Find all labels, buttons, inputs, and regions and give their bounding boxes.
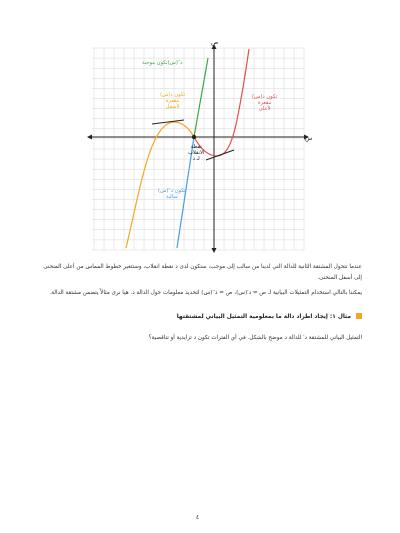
red-label	[252, 94, 277, 113]
blue-label-line-2: سالبة	[165, 194, 178, 201]
orange-label	[160, 92, 185, 111]
red-label-line-1: تكون د(س)	[252, 94, 278, 100]
page-number: ٤	[196, 514, 200, 521]
blue-label-line-1: تكون د′′(س)	[158, 188, 186, 194]
inflection-label	[188, 144, 204, 163]
inflection-label-line-2: الانقلاب	[188, 150, 205, 157]
example-title: مثال ١: إيجاد اطراد دالة ما بمعلومية التمثيل البياني لمشتقتها	[176, 314, 351, 320]
example-question: التمثيل البياني للمشتقة د′ للدالة د موضح بالشكل. في أي الفترات تكون د تزايدية أو تناقصية؟	[148, 335, 362, 341]
x-axis-label: س	[305, 135, 313, 142]
inflection-label-line-3: لـ د	[192, 156, 200, 163]
green-label: د′′(س)تكون موجبة	[142, 60, 183, 66]
inflection-label-line-1: نقطة	[190, 144, 202, 150]
derivative-graph-figure	[84, 40, 316, 256]
red-label-line-3: لأعلى	[258, 106, 271, 113]
example-heading	[40, 313, 362, 320]
orange-square-icon	[356, 313, 362, 319]
red-curve	[194, 49, 249, 156]
red-label-line-2: مقعرة	[257, 100, 272, 107]
orange-label-line-1: تكون د(س)	[160, 92, 186, 98]
blue-label	[158, 188, 186, 200]
y-axis-label: ص	[211, 39, 219, 46]
paragraph-graphs: يمكننا بالتالي استخدام التمثيلات البيانية لـ ص = د′(س)، ص = د′′(س) لتحديد معلومات حول الدالة د. هيا نرى مثالاً يتضمن مشتقة الدالة.	[49, 290, 362, 296]
inflection-point	[192, 135, 196, 139]
orange-label-line-2: مقعرة	[165, 98, 180, 105]
orange-label-line-3: لأسفل	[165, 104, 180, 111]
paragraph-inflection: عندما تتحول المشتقة الثانية للدالة التي لدينا من سالب إلى موجب، ستكون لدى د نقطة انقلاب، وستتغير خطوط المماس من أعلى المنحنى إلى أسفل المنحنى.	[43, 264, 362, 281]
green-line	[194, 58, 208, 137]
